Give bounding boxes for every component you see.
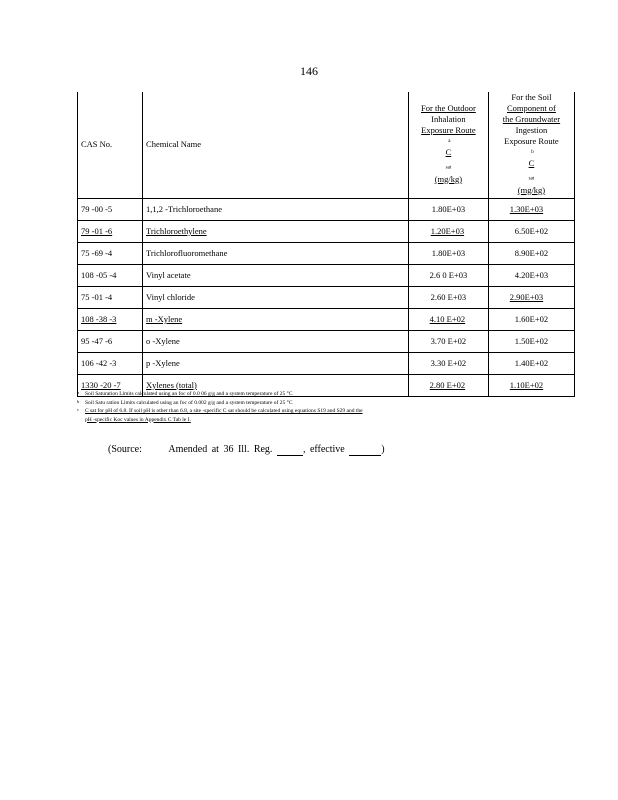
chemical-name-cell: Trichloroethylene — [143, 220, 409, 242]
table-row — [78, 352, 575, 374]
soil-value-cell: 1.60E+02 — [488, 308, 574, 330]
blank-line-volume — [277, 444, 303, 456]
header-outdoor-inhalation — [408, 92, 488, 198]
table-row — [78, 286, 575, 308]
inh-header-line-1: For the Outdoor — [421, 103, 476, 113]
header-cas-number: CAS No. — [78, 92, 143, 198]
header-chemical-name: Chemical Name — [143, 92, 409, 198]
footnote: b Soil Satu ration Limits calculated using an foc of 0.002 g/g and a system temperature of 25 °C — [77, 398, 293, 406]
table-row — [78, 242, 575, 264]
cas-number-cell: 95 -47 -6 — [78, 330, 143, 352]
page-number: 146 — [300, 64, 318, 78]
soil-value-cell: 1.30E+03 — [488, 198, 574, 220]
chemical-name-cell: o -Xylene — [143, 330, 409, 352]
soil-value-cell: 4.20E+03 — [488, 264, 574, 286]
soil-header-unit: C $_{sat}$ (mg/kg) — [517, 158, 546, 195]
footnote: c C sat for pH of 6.8. If soil pH is other than 6.8, a site -specific C sat should be calculated using equations S19 and S29 and the — [77, 407, 363, 414]
cas-number-cell: 79 -01 -6 — [78, 220, 143, 242]
cas-number-cell: 1330 -20 -7 — [78, 374, 143, 396]
soil-value-cell: 1.50E+02 — [488, 330, 574, 352]
inhalation-value-cell: 3.70 E+02 — [408, 330, 488, 352]
chemical-name-cell: Vinyl acetate — [143, 264, 409, 286]
inh-header-line-2: Inhalation — [431, 114, 466, 124]
table-row — [78, 198, 575, 220]
table-row — [78, 330, 575, 352]
inhalation-value-cell: 1.80E+03 — [408, 198, 488, 220]
soil-value-cell: 1.10E+02 — [488, 374, 574, 396]
inhalation-value-cell: 3.30 E+02 — [408, 352, 488, 374]
cas-number-cell: 106 -42 -3 — [78, 352, 143, 374]
soil-header-line-3: the Groundwater — [502, 114, 561, 124]
inh-header-line-3: Exposure Route a — [421, 125, 476, 144]
footnotes — [77, 390, 557, 424]
footnote: a Soil Saturation Limits calculated using an foc of 0.0 06 g/g and a system temperature of 25 °C — [77, 390, 293, 397]
table-header-row — [78, 92, 575, 198]
header-soil-groundwater — [488, 92, 574, 198]
chemical-name-cell: Trichlorofluoromethane — [143, 242, 409, 264]
soil-value-cell: 6.50E+02 — [488, 220, 574, 242]
cas-number-cell: 108 -38 -3 — [78, 308, 143, 330]
cas-number-cell: 75 -01 -4 — [78, 286, 143, 308]
cas-number-cell: 108 -05 -4 — [78, 264, 143, 286]
cas-number-cell: 79 -00 -5 — [78, 198, 143, 220]
inhalation-value-cell: 2.60 E+03 — [408, 286, 488, 308]
inhalation-value-cell: 1.80E+03 — [408, 242, 488, 264]
table-row — [78, 220, 575, 242]
soil-header-line-2: Component of — [507, 103, 556, 113]
chemical-name-cell: p -Xylene — [143, 352, 409, 374]
source-note: (Source: Amended at 36 Ill. Reg. , effective ) — [108, 444, 385, 455]
inhalation-value-cell: 2.80 E+02 — [408, 374, 488, 396]
chemical-name-cell: Xylenes (total) — [143, 374, 409, 396]
inhalation-value-cell: 2.6 0 E+03 — [408, 264, 488, 286]
table-row — [78, 308, 575, 330]
chemical-name-cell: Vinyl chloride — [143, 286, 409, 308]
blank-line-date — [349, 444, 381, 456]
footnote: pH -specific Koc values in Appendix C Tab le I. — [85, 416, 191, 423]
table-row — [78, 264, 575, 286]
soil-value-cell: 2.90E+03 — [488, 286, 574, 308]
inhalation-value-cell: 1.20E+03 — [408, 220, 488, 242]
chemical-name-cell: 1,1,2 -Trichloroethane — [143, 198, 409, 220]
inhalation-value-cell: 4.10 E+02 — [408, 308, 488, 330]
cas-number-cell: 75 -69 -4 — [78, 242, 143, 264]
table-body — [78, 198, 575, 396]
soil-value-cell: 8.90E+02 — [488, 242, 574, 264]
soil-header-line-1: For the Soil — [511, 92, 552, 102]
soil-value-cell: 1.40E+02 — [488, 352, 574, 374]
inh-header-unit: C $_{sat}$ (mg/kg) — [434, 147, 463, 184]
soil-header-line-4: Ingestion — [515, 125, 548, 135]
chemical-name-cell: m -Xylene — [143, 308, 409, 330]
soil-header-line-5: Exposure Route b — [504, 136, 559, 155]
saturation-limits-table — [77, 92, 575, 397]
